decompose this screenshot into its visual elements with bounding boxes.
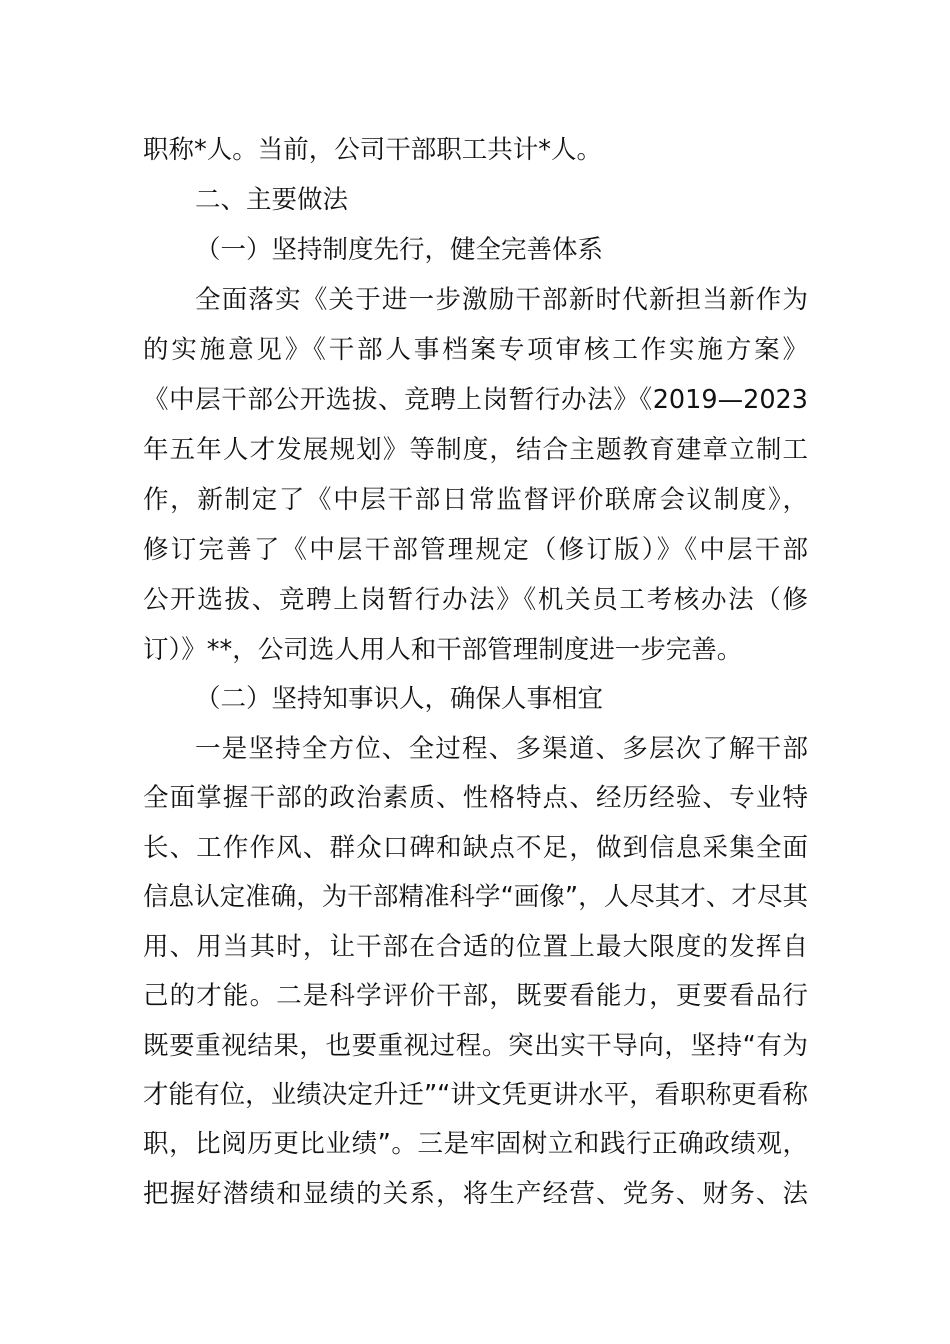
paragraph-line: 作，新制定了《中层干部日常监督评价联席会议制度》，	[143, 485, 808, 515]
paragraph-line: 年五年人才发展规划》等制度，结合主题教育建章立制工	[143, 435, 808, 465]
paragraph-line: 用、用当其时，让干部在合适的位置上最大限度的发挥自	[143, 932, 808, 962]
subsection-heading: （一）坚持制度先行，健全完善体系	[195, 235, 604, 265]
paragraph-line: 修订完善了《中层干部管理规定（修订版）》《中层干部	[143, 535, 808, 565]
paragraph-line: 全面掌握干部的政治素质、性格特点、经历经验、专业特	[143, 783, 808, 813]
paragraph-line: 公开选拔、竞聘上岗暂行办法》《机关员工考核办法（修	[143, 585, 808, 615]
paragraph-line: 把握好潜绩和显绩的关系，将生产经营、党务、财务、法	[143, 1179, 808, 1209]
paragraph-line: 职，比阅历更比业绩”。三是牢固树立和践行正确政绩观，	[143, 1129, 808, 1159]
paragraph-line: 既要重视结果，也要重视过程。突出实干导向，坚持“有为	[143, 1031, 808, 1061]
paragraph-line: 一是坚持全方位、全过程、多渠道、多层次了解干部	[195, 734, 808, 764]
section-heading: 二、主要做法	[195, 185, 349, 215]
paragraph-line: 信息认定准确，为干部精准科学“画像”，人尽其才、才尽其	[143, 882, 808, 912]
text-line: 职称*人。当前，公司干部职工共计*人。	[143, 135, 603, 165]
paragraph-line: 全面落实《关于进一步激励干部新时代新担当新作为	[195, 285, 808, 315]
paragraph-line: 己的才能。二是科学评价干部，既要看能力，更要看品行	[143, 981, 808, 1011]
paragraph-line: 长、工作作风、群众口碑和缺点不足，做到信息采集全面	[143, 833, 808, 863]
paragraph-line: 订）》**，公司选人用人和干部管理制度进一步完善。	[143, 635, 743, 665]
paragraph-line: 《中层干部公开选拔、竞聘上岗暂行办法》《2019—2023	[143, 385, 808, 415]
paragraph-line: 才能有位，业绩决定升迁”“讲文凭更讲水平，看职称更看称	[143, 1080, 808, 1110]
subsection-heading: （二）坚持知事识人，确保人事相宜	[195, 684, 604, 714]
paragraph-line: 的实施意见》《干部人事档案专项审核工作实施方案》	[143, 335, 808, 365]
